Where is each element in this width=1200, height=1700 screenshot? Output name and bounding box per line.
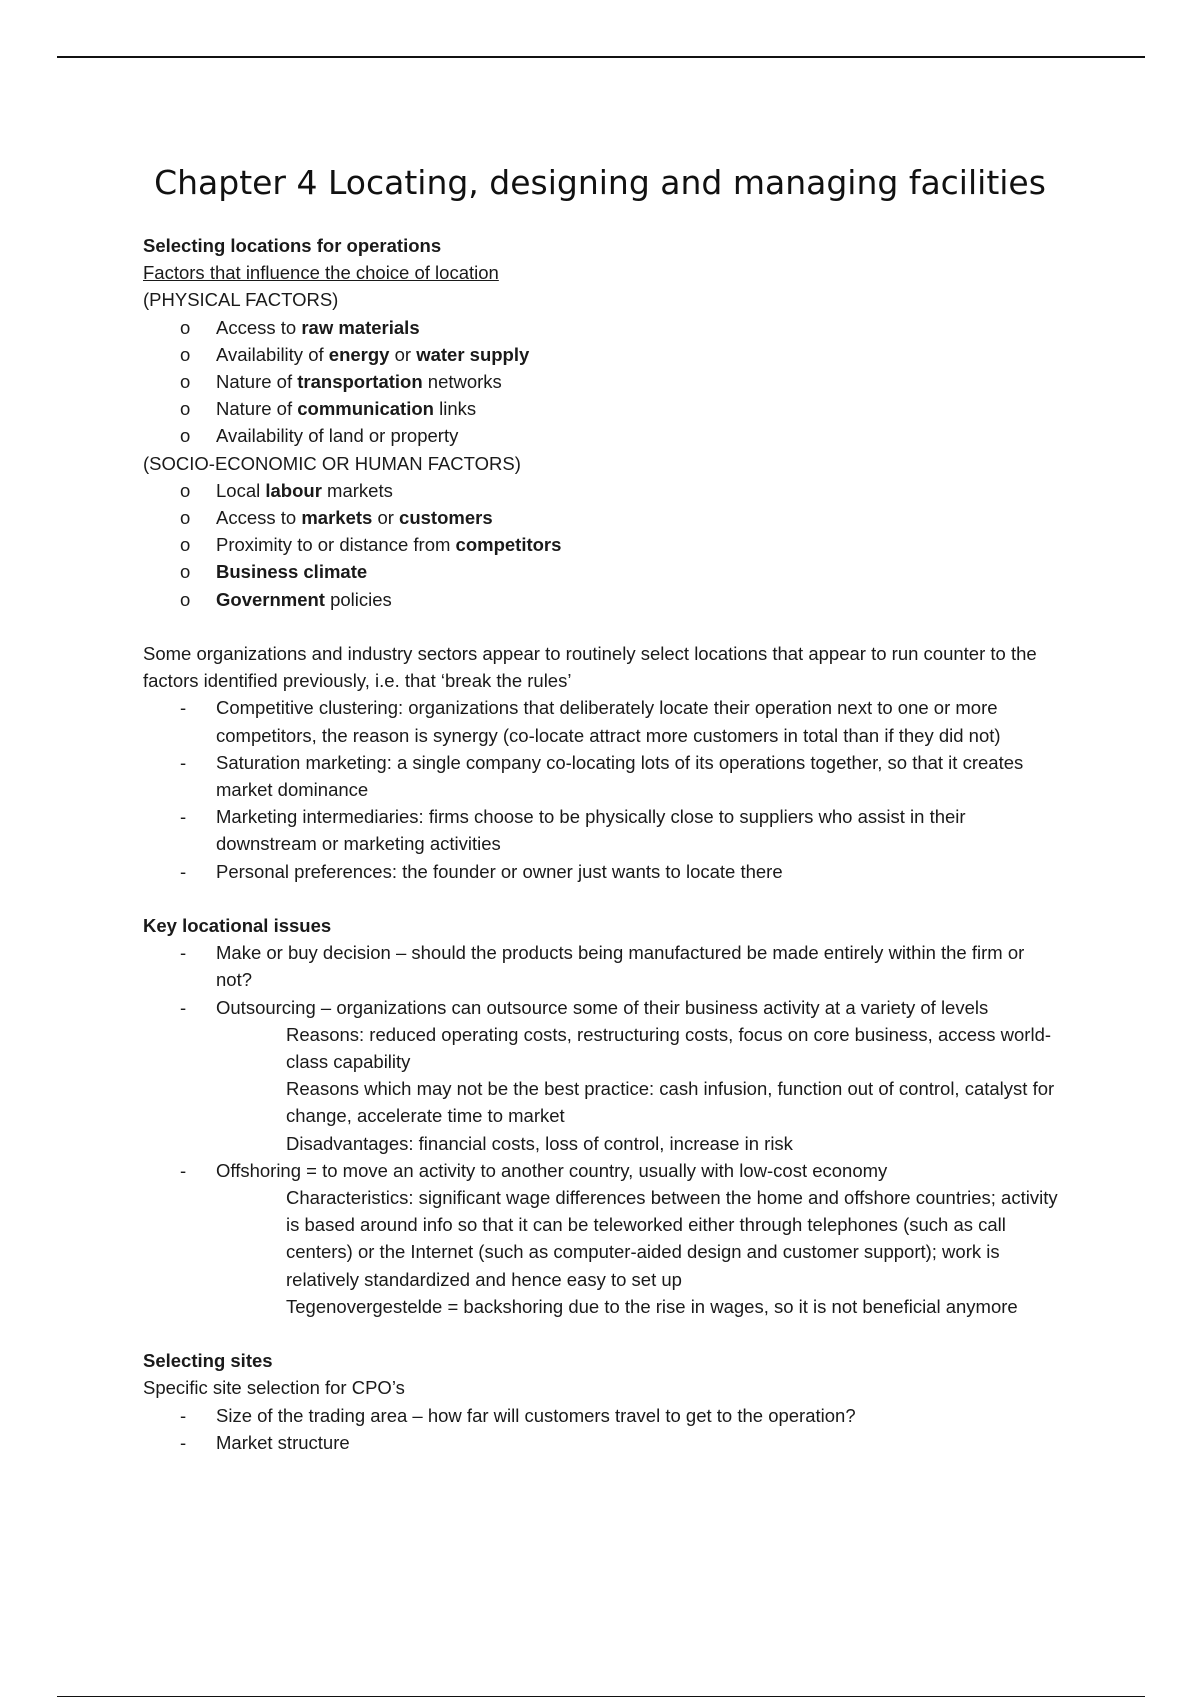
sub-note: Tegenovergestelde = backshoring due to the rise in wages, so it is not beneficial anymore — [286, 1295, 1018, 1317]
page-title: Chapter 4 Locating, designing and managing facilities — [154, 163, 1046, 202]
dash-bullet-icon: - — [180, 860, 187, 882]
section-heading: Selecting sites — [143, 1350, 273, 1372]
dash-bullet-icon: - — [180, 1431, 187, 1453]
bullet-icon: o — [180, 561, 191, 583]
bullet-icon: o — [180, 534, 191, 556]
dash-bullet-icon: - — [180, 1159, 187, 1181]
locational-issues-list — [143, 939, 1063, 1320]
dash-bullet-icon: - — [180, 806, 187, 828]
list-item: o Access to raw materials — [143, 314, 1063, 341]
bullet-icon: o — [180, 316, 191, 338]
list-item: - Outsourcing – organizations can outsource some of their business activity at a variety of levels — [143, 994, 1063, 1021]
list-item: o Access to markets or customers — [143, 504, 1063, 531]
document-body — [143, 232, 1063, 1456]
list-item: - Size of the trading area – how far will customers travel to get to the operation? — [143, 1402, 1063, 1429]
socio-factors-list — [143, 477, 1063, 613]
dash-bullet-icon: - — [180, 996, 187, 1018]
list-item: o Availability of energy or water supply — [143, 341, 1063, 368]
list-item: o Proximity to or distance from competitors — [143, 531, 1063, 558]
dash-bullet-icon: - — [180, 942, 187, 964]
section-subheading: Specific site selection for CPO’s — [143, 1377, 405, 1399]
group-label: (PHYSICAL FACTORS) — [143, 289, 339, 311]
bullet-icon: o — [180, 425, 191, 447]
dash-bullet-icon: - — [180, 697, 187, 719]
list-item: - Market structure — [143, 1429, 1063, 1456]
rule-breakers-list — [143, 694, 1063, 884]
physical-factors-list — [143, 314, 1063, 450]
bullet-icon: o — [180, 479, 191, 501]
bullet-icon: o — [180, 588, 191, 610]
sub-note: Disadvantages: financial costs, loss of control, increase in risk — [286, 1132, 793, 1154]
sub-note: Reasons: reduced operating costs, restructuring costs, focus on core business, access world-class capability — [286, 1023, 1052, 1073]
bullet-icon: o — [180, 371, 191, 393]
list-item: - Personal preferences: the founder or owner just wants to locate there — [143, 858, 1063, 885]
header-rule — [57, 56, 1145, 58]
bullet-icon: o — [180, 398, 191, 420]
section-heading: Key locational issues — [143, 915, 332, 937]
list-item: o Nature of communication links — [143, 395, 1063, 422]
list-item: - Saturation marketing: a single company co-locating lots of its operations together, so that it creates market dominance — [143, 749, 1063, 803]
list-item: o Government policies — [143, 586, 1063, 613]
section-heading: Selecting locations for operations — [143, 235, 442, 256]
list-item: o Availability of land or property — [143, 422, 1063, 449]
list-item: o Local labour markets — [143, 477, 1063, 504]
sub-note: Characteristics: significant wage differences between the home and offshore countries; activity is based around info so that it can be teleworked either through telephones (such as call centers) or the Internet (such as computer-aided design and customer support); work is relatively standardized and hence easy to set up — [286, 1187, 1058, 1290]
sub-note: Reasons which may not be the best practice: cash infusion, function out of control, catalyst for change, accelerate time to market — [286, 1078, 1055, 1127]
bullet-icon: o — [180, 507, 191, 529]
list-item: - Marketing intermediaries: firms choose to be physically close to suppliers who assist in their downstream or marketing activities — [143, 803, 1063, 857]
section-subheading: Factors that influence the choice of location — [143, 262, 499, 284]
list-item: - Make or buy decision – should the products being manufactured be made entirely within the firm or not? — [143, 939, 1063, 993]
list-item: o Business climate — [143, 558, 1063, 585]
dash-bullet-icon: - — [180, 751, 187, 773]
bullet-icon: o — [180, 343, 191, 365]
list-item: - Competitive clustering: organizations that deliberately locate their operation next to one or more competitors, the reason is synergy (co-locate attract more customers in total than if they did not) — [143, 694, 1063, 748]
paragraph: Some organizations and industry sectors appear to routinely select locations that appear to run counter to the factors identified previously, i.e. that ‘break the rules’ — [143, 643, 1037, 692]
list-item: - Offshoring = to move an activity to another country, usually with low-cost economy — [143, 1157, 1063, 1184]
site-selection-list — [143, 1402, 1063, 1456]
list-item: o Nature of transportation networks — [143, 368, 1063, 395]
dash-bullet-icon: - — [180, 1404, 187, 1426]
group-label: (SOCIO-ECONOMIC OR HUMAN FACTORS) — [143, 452, 521, 474]
footer-rule — [57, 1696, 1145, 1697]
